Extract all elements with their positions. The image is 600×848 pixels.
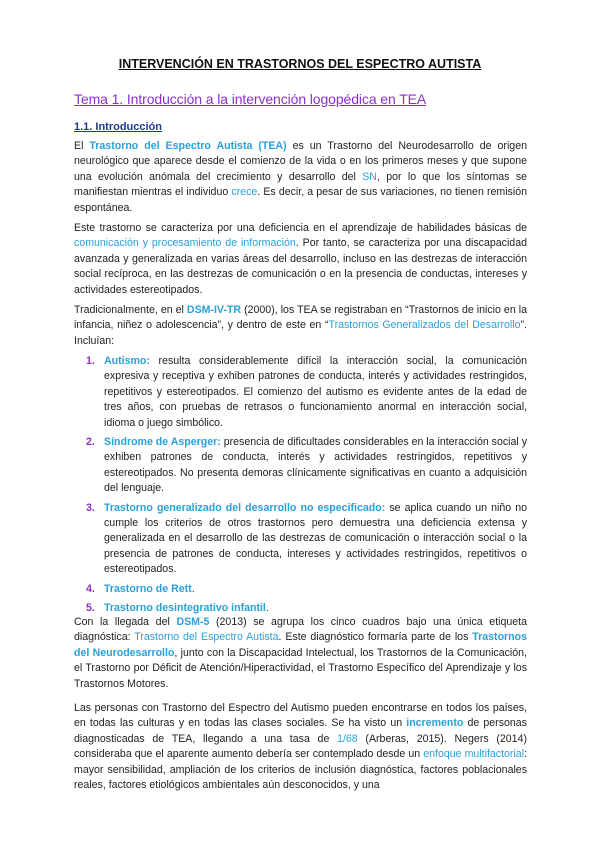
term-dsm-iv-tr: DSM-IV-TR: [186, 304, 242, 316]
term-comunicacion: comunicación y procesamiento de información: [74, 237, 296, 250]
term-dsm-5: DSM-5: [176, 616, 210, 628]
term-enfoque: enfoque multifactorial: [423, 748, 525, 761]
tema-heading: Tema 1. Introducción a la intervención logopédica en TEA: [74, 91, 427, 107]
term-tea: Trastorno del Espectro Autista (TEA): [89, 140, 287, 152]
term-tea-dx: Trastorno del Espectro Autista: [134, 631, 279, 644]
paragraph-dsm-5: Con la llegada del DSM-5 (2013) se agrupa los cinco cuadros bajo una única etiqueta diagnóstica: Trastorno del Espectro Autista. Este diagnóstico formaría parte de los Trastornos del Neurodesarrollo, junto con la Discapacidad Intelectual, los Trastornos de la Comunicación, el Trastorno por Déficit de Atención/Hiperactividad, el Trastorno Específico del Aprendizaje y los Trastornos Motores.: [74, 616, 528, 690]
disorder-list: [74, 354, 527, 621]
term-tgd: Trastornos Generalizados del Desarrollo: [328, 319, 521, 332]
paragraph-prevalence: Las personas con Trastorno del Espectro del Autismo pueden encontrarse en todos los países, en todas las culturas y en todas las clases sociales. Se ha visto un incremento de personas diagnosticadas de TEA, llegando a una tasa de 1/68 (Arberas, 2015). Negers (2014) consideraba que el aparente aumento debería ser contemplado desde un enfoque multifactorial: mayor sensibilidad, ampliación de los criterios de inclusión diagnóstica, factores poblacionales reales, factores etiológicos ambientales aún desconocidos, y una: [74, 702, 528, 792]
section-heading: 1.1. Introducción: [74, 121, 163, 133]
paragraph-dsm-iv: Tradicionalmente, en el DSM-IV-TR (2000), los TEA se registraban en “Trastornos de inicio en la infancia, niñez o adolescencia”, y dentro de este en “Trastornos Generalizados del Desarrollo”. Incluían:: [74, 304, 527, 347]
paragraph-intro: El Trastorno del Espectro Autista (TEA) es un Trastorno del Neurodesarrollo de origen neurológico que aparece desde el comienzo de la vida o en los primeros meses y que supone una evolución anómala del crecimiento y desarrollo del SN, por lo que los síntomas se manifiestan mientras el individuo crece. Es decir, a pesar de sus variaciones, no tienen remisión espontánea.: [74, 140, 528, 214]
list-item: 4. Trastorno de Rett.: [86, 582, 195, 595]
list-item: 1. Autismo: resulta considerablemente difícil la interacción social, la comunicación expresiva y receptiva y exhiben patrones de conducta, interés y actividades restringidos, repetitivos y estereotipados. El comienzo del autismo es evidente antes de la edad de tres años, con pruebas de retrasos o funcionamiento anormal en interacción social, idioma o juego simbólico.: [86, 355, 527, 429]
term-crece: crece: [231, 186, 258, 199]
term-neurodesarrollo: Trastornos del Neurodesarrollo: [74, 631, 527, 659]
term-rate: 1/68: [337, 732, 358, 745]
list-item: 5. Trastorno desintegrativo infantil.: [86, 602, 269, 615]
paragraph-characteristics: Este trastorno se caracteriza por una deficiencia en el aprendizaje de habilidades básicas de comunicación y procesamiento de información. Por tanto, se caracteriza por una discapacidad avanzada y generalizada en varias áreas del desarrollo, incluso en las destrezas de interacción social recíproca, en las destrezas de comunicación o en la presencia de conductas, intereses y actividades estereotipados.: [74, 222, 527, 296]
document-title: INTERVENCIÓN EN TRASTORNOS DEL ESPECTRO AUTISTA: [118, 57, 482, 71]
list-item: 3. Trastorno generalizado del desarrollo no especificado: se aplica cuando un niño no cumple los criterios de otros trastornos pero demuestra una deficiencia extensa y generalizada en el desarrollo de las destrezas de comunicación o interacción social o la presencia de patrones de conducta, intereses y actividades restringidos, repetitivos o estereotipados.: [86, 501, 527, 576]
term-sn: SN: [362, 170, 377, 183]
list-item: 2. Síndrome de Asperger: presencia de dificultades considerables en la interacción social y exhiben patrones de conducta, interés y actividades restringidos, repetitivos y estereotipados. No presenta demoras clínicamente significativas en cuanto a adquisición del lenguaje.: [86, 436, 527, 495]
term-incremento: incremento: [406, 717, 464, 730]
